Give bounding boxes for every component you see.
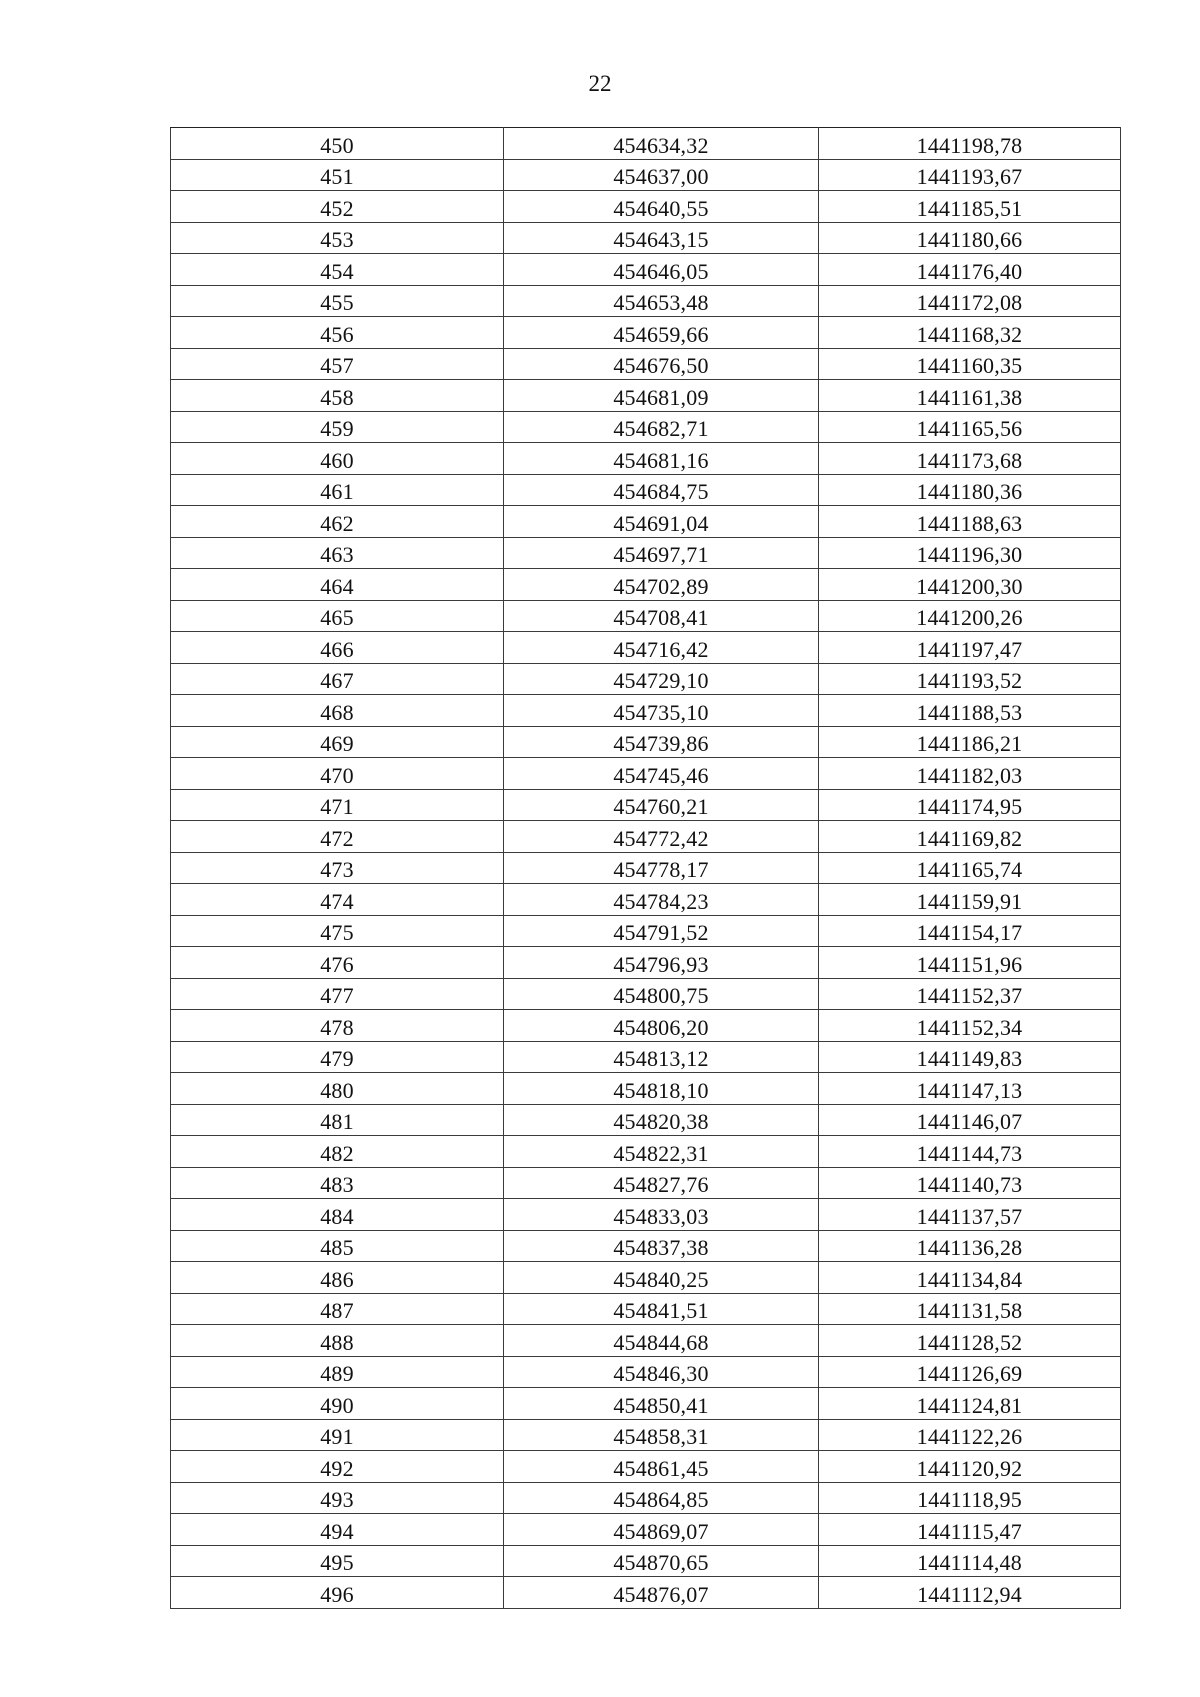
x-coordinate-cell: 454745,46	[504, 758, 819, 790]
x-coordinate-cell: 454846,30	[504, 1356, 819, 1388]
y-coordinate-cell: 1441112,94	[819, 1577, 1121, 1609]
table-row	[171, 474, 1121, 506]
y-coordinate-cell: 1441182,03	[819, 758, 1121, 790]
y-coordinate-cell: 1441128,52	[819, 1325, 1121, 1357]
y-coordinate-cell: 1441114,48	[819, 1545, 1121, 1577]
x-coordinate-cell: 454791,52	[504, 915, 819, 947]
point-number-cell: 464	[171, 569, 504, 601]
table-row	[171, 884, 1121, 916]
point-number-cell: 465	[171, 600, 504, 632]
y-coordinate-cell: 1441160,35	[819, 348, 1121, 380]
y-coordinate-cell: 1441152,34	[819, 1010, 1121, 1042]
y-coordinate-cell: 1441134,84	[819, 1262, 1121, 1294]
x-coordinate-cell: 454637,00	[504, 159, 819, 191]
point-number-cell: 470	[171, 758, 504, 790]
point-number-cell: 474	[171, 884, 504, 916]
table-row	[171, 1010, 1121, 1042]
table-row	[171, 789, 1121, 821]
x-coordinate-cell: 454858,31	[504, 1419, 819, 1451]
y-coordinate-cell: 1441169,82	[819, 821, 1121, 853]
x-coordinate-cell: 454772,42	[504, 821, 819, 853]
table-row	[171, 821, 1121, 853]
y-coordinate-cell: 1441165,74	[819, 852, 1121, 884]
point-number-cell: 454	[171, 254, 504, 286]
table-row	[171, 1293, 1121, 1325]
table-row	[171, 1482, 1121, 1514]
y-coordinate-cell: 1441197,47	[819, 632, 1121, 664]
table-row	[171, 1136, 1121, 1168]
x-coordinate-cell: 454822,31	[504, 1136, 819, 1168]
point-number-cell: 463	[171, 537, 504, 569]
table-row	[171, 222, 1121, 254]
table-row	[171, 1073, 1121, 1105]
x-coordinate-cell: 454691,04	[504, 506, 819, 538]
y-coordinate-cell: 1441137,57	[819, 1199, 1121, 1231]
table-row	[171, 1451, 1121, 1483]
table-row	[171, 600, 1121, 632]
x-coordinate-cell: 454837,38	[504, 1230, 819, 1262]
y-coordinate-cell: 1441180,66	[819, 222, 1121, 254]
y-coordinate-cell: 1441193,67	[819, 159, 1121, 191]
point-number-cell: 488	[171, 1325, 504, 1357]
point-number-cell: 457	[171, 348, 504, 380]
x-coordinate-cell: 454708,41	[504, 600, 819, 632]
x-coordinate-cell: 454684,75	[504, 474, 819, 506]
table-row	[171, 695, 1121, 727]
point-number-cell: 494	[171, 1514, 504, 1546]
page-number: 22	[588, 71, 612, 96]
table-row	[171, 1199, 1121, 1231]
point-number-cell: 486	[171, 1262, 504, 1294]
table-row	[171, 537, 1121, 569]
y-coordinate-cell: 1441151,96	[819, 947, 1121, 979]
table-row	[171, 128, 1121, 160]
point-number-cell: 455	[171, 285, 504, 317]
table-row	[171, 632, 1121, 664]
point-number-cell: 456	[171, 317, 504, 349]
x-coordinate-cell: 454869,07	[504, 1514, 819, 1546]
y-coordinate-cell: 1441196,30	[819, 537, 1121, 569]
x-coordinate-cell: 454729,10	[504, 663, 819, 695]
x-coordinate-cell: 454702,89	[504, 569, 819, 601]
x-coordinate-cell: 454841,51	[504, 1293, 819, 1325]
x-coordinate-cell: 454827,76	[504, 1167, 819, 1199]
y-coordinate-cell: 1441131,58	[819, 1293, 1121, 1325]
x-coordinate-cell: 454818,10	[504, 1073, 819, 1105]
table-row	[171, 411, 1121, 443]
table-row	[171, 254, 1121, 286]
x-coordinate-cell: 454681,09	[504, 380, 819, 412]
point-number-cell: 485	[171, 1230, 504, 1262]
point-number-cell: 468	[171, 695, 504, 727]
x-coordinate-cell: 454784,23	[504, 884, 819, 916]
point-number-cell: 481	[171, 1104, 504, 1136]
x-coordinate-cell: 454833,03	[504, 1199, 819, 1231]
y-coordinate-cell: 1441154,17	[819, 915, 1121, 947]
table-row	[171, 1262, 1121, 1294]
point-number-cell: 473	[171, 852, 504, 884]
point-number-cell: 453	[171, 222, 504, 254]
x-coordinate-cell: 454716,42	[504, 632, 819, 664]
table-row	[171, 978, 1121, 1010]
table-row	[171, 285, 1121, 317]
y-coordinate-cell: 1441188,63	[819, 506, 1121, 538]
x-coordinate-cell: 454676,50	[504, 348, 819, 380]
x-coordinate-cell: 454861,45	[504, 1451, 819, 1483]
x-coordinate-cell: 454697,71	[504, 537, 819, 569]
table-row	[171, 1167, 1121, 1199]
table-row	[171, 1325, 1121, 1357]
point-number-cell: 459	[171, 411, 504, 443]
y-coordinate-cell: 1441147,13	[819, 1073, 1121, 1105]
coordinates-table-body	[171, 128, 1121, 1609]
point-number-cell: 475	[171, 915, 504, 947]
point-number-cell: 484	[171, 1199, 504, 1231]
x-coordinate-cell: 454864,85	[504, 1482, 819, 1514]
x-coordinate-cell: 454640,55	[504, 191, 819, 223]
point-number-cell: 478	[171, 1010, 504, 1042]
y-coordinate-cell: 1441186,21	[819, 726, 1121, 758]
y-coordinate-cell: 1441172,08	[819, 285, 1121, 317]
point-number-cell: 451	[171, 159, 504, 191]
x-coordinate-cell: 454760,21	[504, 789, 819, 821]
point-number-cell: 460	[171, 443, 504, 475]
table-row	[171, 1514, 1121, 1546]
table-row	[171, 1388, 1121, 1420]
y-coordinate-cell: 1441198,78	[819, 128, 1121, 160]
x-coordinate-cell: 454682,71	[504, 411, 819, 443]
x-coordinate-cell: 454840,25	[504, 1262, 819, 1294]
point-number-cell: 458	[171, 380, 504, 412]
table-row	[171, 947, 1121, 979]
x-coordinate-cell: 454870,65	[504, 1545, 819, 1577]
x-coordinate-cell: 454778,17	[504, 852, 819, 884]
y-coordinate-cell: 1441115,47	[819, 1514, 1121, 1546]
x-coordinate-cell: 454806,20	[504, 1010, 819, 1042]
table-row	[171, 852, 1121, 884]
y-coordinate-cell: 1441126,69	[819, 1356, 1121, 1388]
point-number-cell: 467	[171, 663, 504, 695]
x-coordinate-cell: 454850,41	[504, 1388, 819, 1420]
y-coordinate-cell: 1441176,40	[819, 254, 1121, 286]
y-coordinate-cell: 1441161,38	[819, 380, 1121, 412]
x-coordinate-cell: 454643,15	[504, 222, 819, 254]
y-coordinate-cell: 1441120,92	[819, 1451, 1121, 1483]
x-coordinate-cell: 454653,48	[504, 285, 819, 317]
table-row	[171, 317, 1121, 349]
x-coordinate-cell: 454634,32	[504, 128, 819, 160]
table-row	[171, 159, 1121, 191]
y-coordinate-cell: 1441146,07	[819, 1104, 1121, 1136]
point-number-cell: 482	[171, 1136, 504, 1168]
y-coordinate-cell: 1441174,95	[819, 789, 1121, 821]
y-coordinate-cell: 1441185,51	[819, 191, 1121, 223]
y-coordinate-cell: 1441159,91	[819, 884, 1121, 916]
table-row	[171, 443, 1121, 475]
point-number-cell: 477	[171, 978, 504, 1010]
table-row	[171, 663, 1121, 695]
point-number-cell: 479	[171, 1041, 504, 1073]
table-row	[171, 1104, 1121, 1136]
table-row	[171, 1577, 1121, 1609]
point-number-cell: 450	[171, 128, 504, 160]
point-number-cell: 466	[171, 632, 504, 664]
point-number-cell: 462	[171, 506, 504, 538]
x-coordinate-cell: 454796,93	[504, 947, 819, 979]
x-coordinate-cell: 454813,12	[504, 1041, 819, 1073]
point-number-cell: 495	[171, 1545, 504, 1577]
point-number-cell: 480	[171, 1073, 504, 1105]
x-coordinate-cell: 454735,10	[504, 695, 819, 727]
y-coordinate-cell: 1441124,81	[819, 1388, 1121, 1420]
x-coordinate-cell: 454646,05	[504, 254, 819, 286]
y-coordinate-cell: 1441165,56	[819, 411, 1121, 443]
x-coordinate-cell: 454739,86	[504, 726, 819, 758]
y-coordinate-cell: 1441188,53	[819, 695, 1121, 727]
x-coordinate-cell: 454876,07	[504, 1577, 819, 1609]
table-row	[171, 191, 1121, 223]
point-number-cell: 491	[171, 1419, 504, 1451]
point-number-cell: 472	[171, 821, 504, 853]
table-row	[171, 1041, 1121, 1073]
table-row	[171, 348, 1121, 380]
x-coordinate-cell: 454844,68	[504, 1325, 819, 1357]
table-row	[171, 1356, 1121, 1388]
point-number-cell: 476	[171, 947, 504, 979]
y-coordinate-cell: 1441152,37	[819, 978, 1121, 1010]
table-row	[171, 726, 1121, 758]
point-number-cell: 487	[171, 1293, 504, 1325]
y-coordinate-cell: 1441122,26	[819, 1419, 1121, 1451]
x-coordinate-cell: 454681,16	[504, 443, 819, 475]
y-coordinate-cell: 1441173,68	[819, 443, 1121, 475]
x-coordinate-cell: 454800,75	[504, 978, 819, 1010]
y-coordinate-cell: 1441118,95	[819, 1482, 1121, 1514]
point-number-cell: 461	[171, 474, 504, 506]
point-number-cell: 496	[171, 1577, 504, 1609]
point-number-cell: 489	[171, 1356, 504, 1388]
table-row	[171, 758, 1121, 790]
table-row	[171, 569, 1121, 601]
point-number-cell: 469	[171, 726, 504, 758]
table-row	[171, 915, 1121, 947]
point-number-cell: 490	[171, 1388, 504, 1420]
y-coordinate-cell: 1441180,36	[819, 474, 1121, 506]
point-number-cell: 483	[171, 1167, 504, 1199]
y-coordinate-cell: 1441168,32	[819, 317, 1121, 349]
table-row	[171, 1419, 1121, 1451]
table-row	[171, 506, 1121, 538]
y-coordinate-cell: 1441144,73	[819, 1136, 1121, 1168]
y-coordinate-cell: 1441149,83	[819, 1041, 1121, 1073]
x-coordinate-cell: 454820,38	[504, 1104, 819, 1136]
y-coordinate-cell: 1441193,52	[819, 663, 1121, 695]
point-number-cell: 452	[171, 191, 504, 223]
point-number-cell: 471	[171, 789, 504, 821]
point-number-cell: 493	[171, 1482, 504, 1514]
y-coordinate-cell: 1441140,73	[819, 1167, 1121, 1199]
coordinates-table	[170, 127, 1121, 1609]
table-row	[171, 380, 1121, 412]
table-row	[171, 1230, 1121, 1262]
table-row	[171, 1545, 1121, 1577]
y-coordinate-cell: 1441200,30	[819, 569, 1121, 601]
point-number-cell: 492	[171, 1451, 504, 1483]
x-coordinate-cell: 454659,66	[504, 317, 819, 349]
y-coordinate-cell: 1441200,26	[819, 600, 1121, 632]
y-coordinate-cell: 1441136,28	[819, 1230, 1121, 1262]
